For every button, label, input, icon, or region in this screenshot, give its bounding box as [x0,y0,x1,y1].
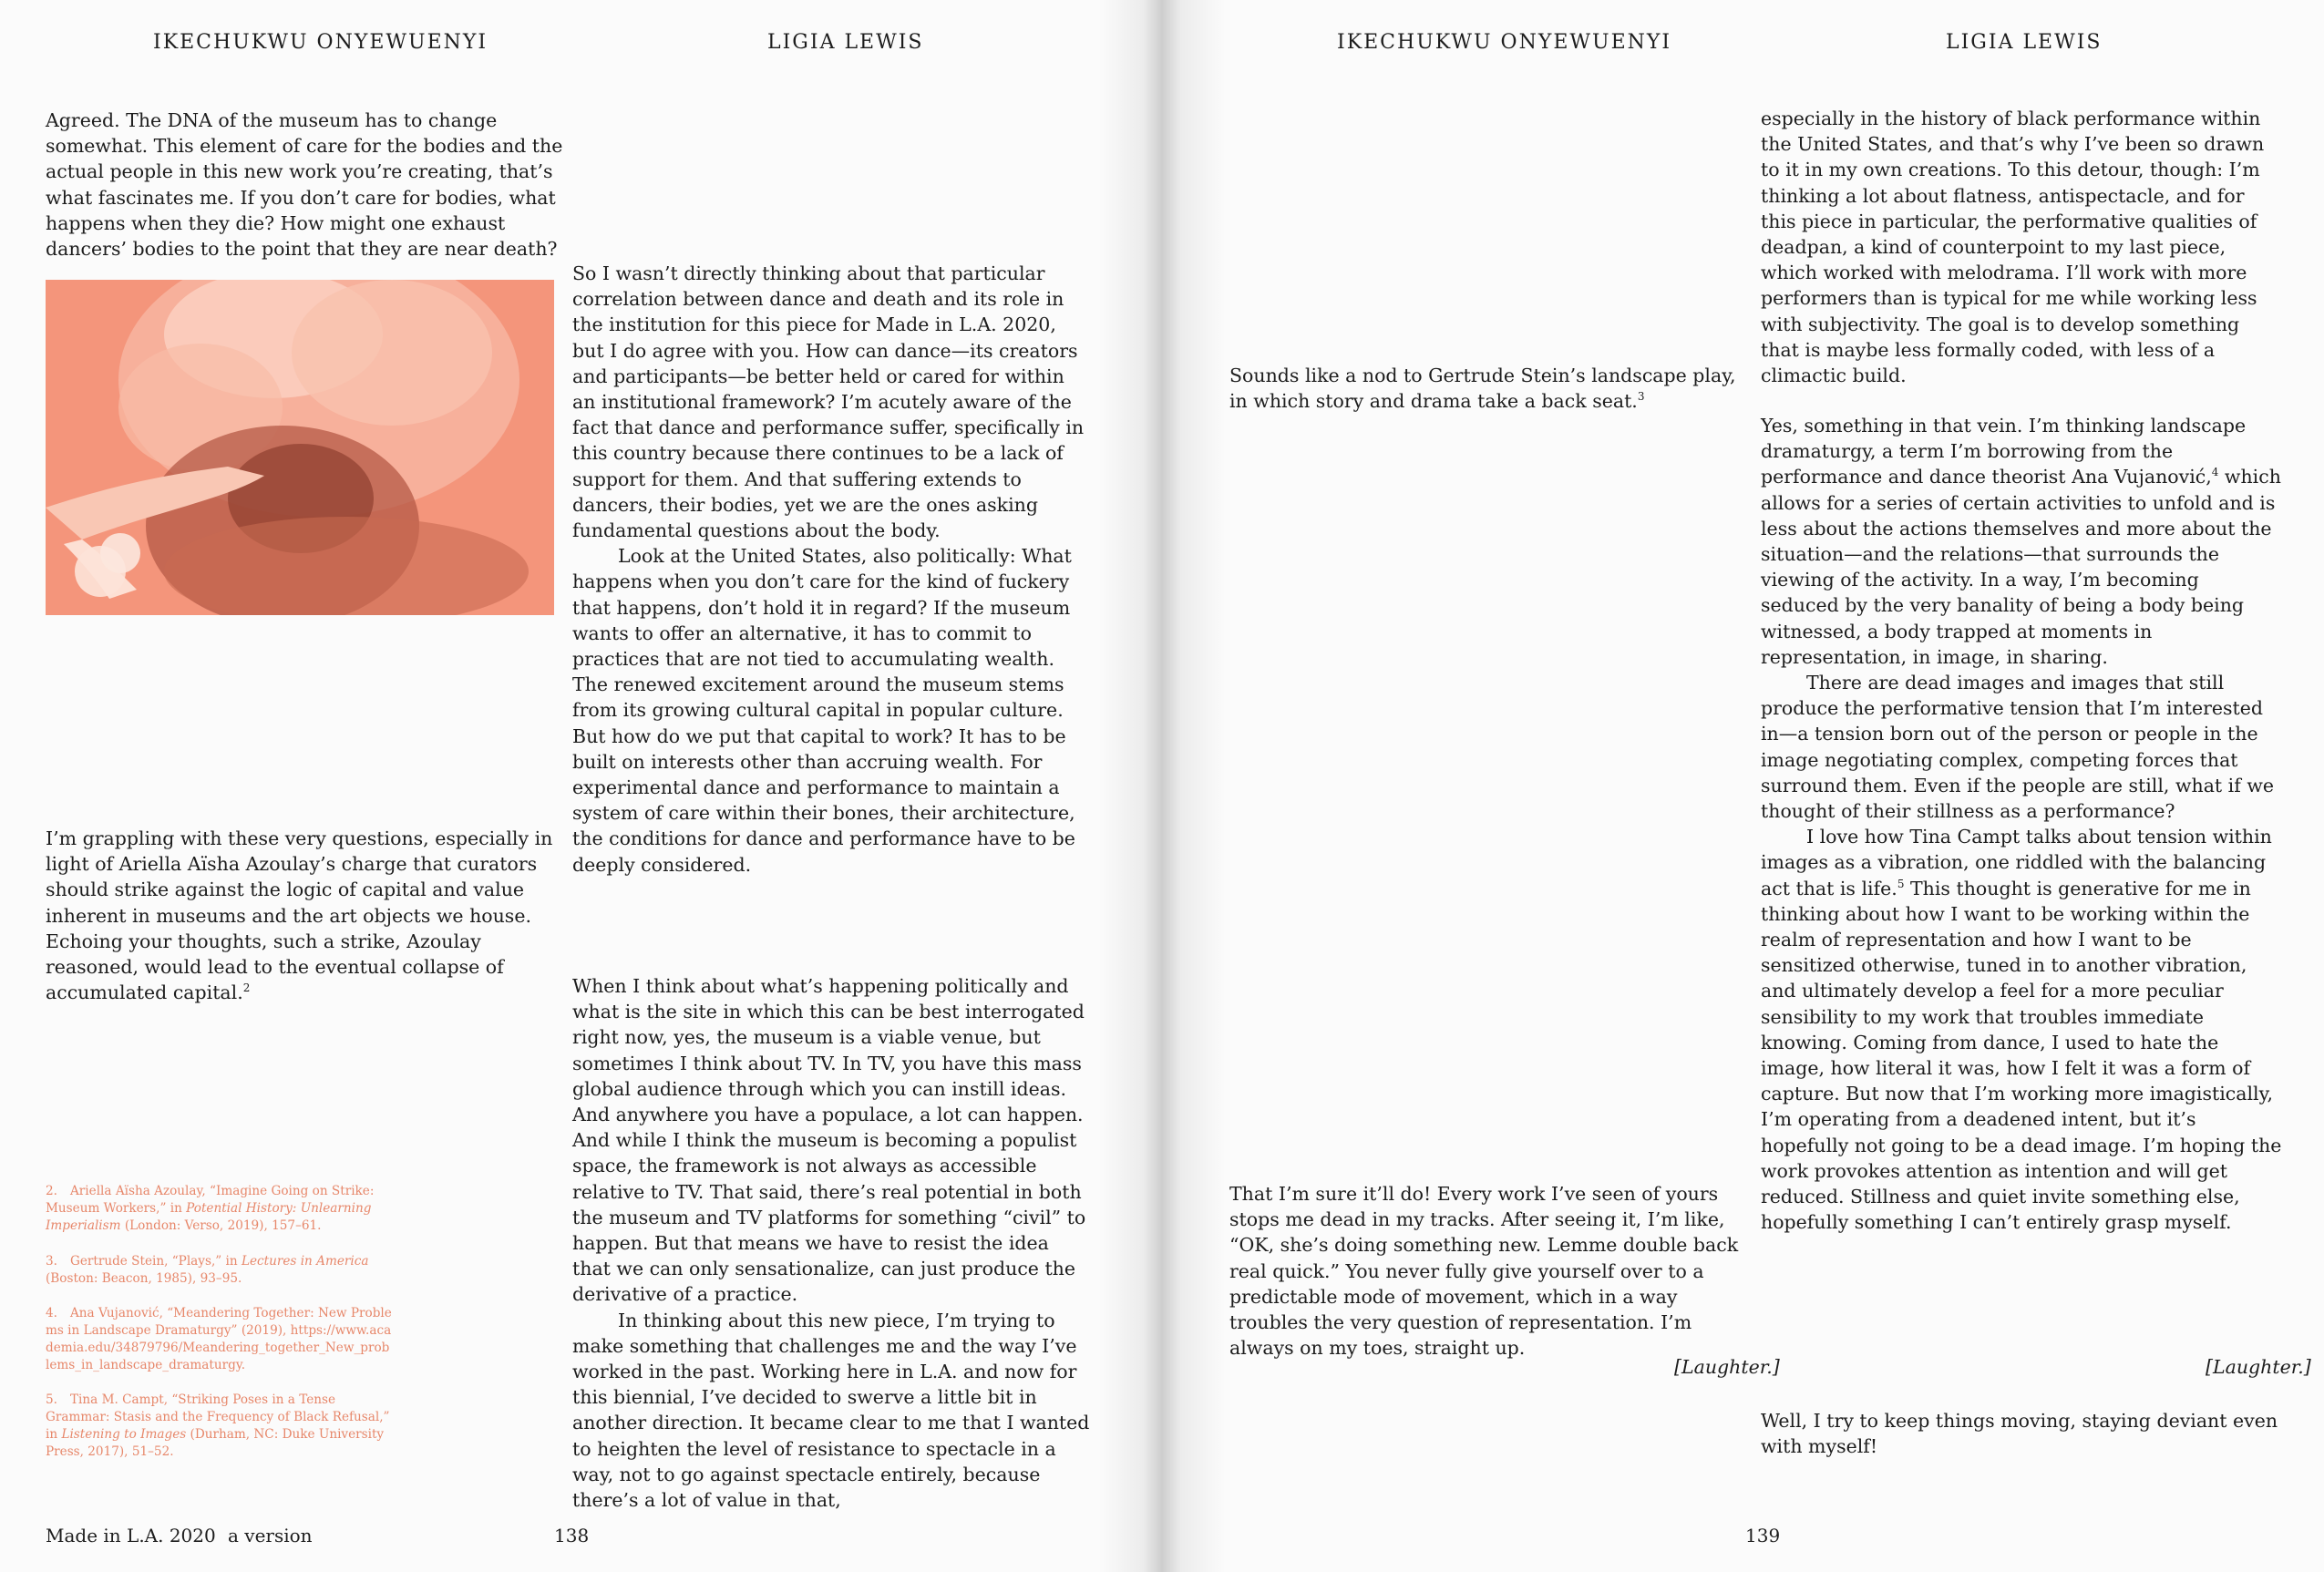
footnote-5 [46,1392,392,1461]
footnote-text: Tina M. Campt, “Striking Poses in a Tense Grammar: Stasis and the Frequency of Black Refusal,” in [46,1392,390,1442]
laughter-note-right: [Laughter.] [2206,1356,2311,1378]
header-artist: LIGIA LEWIS [767,31,924,54]
footnote-text: (London: Verso, 2019), 157–61. [120,1218,322,1233]
header-interviewer: IKECHUKWU ONYEWUENYI [1337,31,1672,54]
footnote-3 [46,1253,392,1288]
answer-body: Yes, something in that vein. I’m thinking landscape dramaturgy, a term I’m borrowing from the performance and dance theorist Ana Vujanović, [1761,415,2247,488]
right-page [1162,0,2324,1572]
answer-paragraph: So I wasn’t directly thinking about that particular correlation between dance and death and its role in the institution for this piece for Made in L.A. 2020, but I do agree with you. How can dance—its creators and participants—be better held or cared for within an institutional framework? I’m acutely aware of the fact that dance and performance suffer, specifically in this country because there continues to be a lack of support for them. And that suffering extends to dancers, their bodies, yet we are the ones asking fundamental questions about the body. [572,262,1085,542]
question-text: That I’m sure it’ll do! Every work I’ve seen of yours stops me dead in my tracks. After seeing it, I’m like, “OK, she’s doing something new. Lemme double back real quick.” You never fully give yourself over to a predictable mode of movement, which in a way troubles the very question of representation. I’m always on my toes, straight up. [1229,1183,1739,1360]
footnote-title: Lectures in America [241,1254,369,1269]
footnote-text: (Boston: Beacon, 1985), 93–95. [46,1271,242,1286]
page-number-left: 138 [554,1525,590,1546]
interviewer-question-2 [46,826,574,1005]
answer-paragraph [1761,824,2282,1235]
question-body: I’m grappling with these very questions, especially in light of Ariella Aïsha Azoulay’s charge that curators should strike against the logic of capital and value inherent in museums and the art objects we house. Echoing your thoughts, such a strike, Azoulay reasoned, would lead to the eventual collapse of accumulated capital. [46,827,553,1004]
interviewer-question-1 [46,108,565,262]
footnote-title: Listening to Images [61,1427,187,1442]
footnote-ref: 3 [1637,390,1645,404]
page-number-right: 139 [1745,1525,1781,1546]
spine-shadow-left [1098,0,1162,1572]
footnote-title: Potential History: Unlearning Imperialism [46,1201,372,1233]
answer-paragraph: Well, I try to keep things moving, staying deviant even with myself! [1761,1410,2278,1458]
answer-body: I love how Tina Campt talks about tension within images as a vibration, one riddled with the balancing act that is life. [1761,826,2272,899]
answer-paragraph: There are dead images and images that still produce the performative tension that I’m interested in—a tension born out of the person or people in the image negotiating complex, competing forces that surround them. Even if the people are still, what if we thought of their stillness as a performance? [1761,672,2275,823]
question-body: Sounds like a nod to Gertrude Stein’s landscape play, in which story and drama take a back seat. [1229,365,1736,413]
artist-answer-2 [572,973,1092,1513]
answer-body: which allows for a series of certain activities to unfold and is less about the actions themselves and more about the situation—and the relations—that surrounds the viewing of the activity. In a way, I’m becoming seduced by the very banality of being a body being witnessed, a body trapped at moments in representation, in image, in sharing. [1761,466,2281,668]
dancer-photo [46,280,554,615]
footnote-text: Ariella Aïsha Azoulay, “Imagine Going on Strike: Museum Workers,” in [46,1184,375,1216]
answer-paragraph: When I think about what’s happening politically and what is the site in which this can be best interrogated right now, yes, the museum is a viable venue, but sometimes I think about TV. In TV, you have this mass global audience through which you can instill ideas. And anywhere you have a populace, a lot can happen. And while I think the museum is becoming a populist space, the framework is not always as accessible relative to TV. That said, there’s real potential in both the museum and TV platforms for something “civil” to happen. But that means we have to resist the idea that we can only sensationalize, can just produce the derivative of a practice. [572,975,1086,1306]
footnote-number: 3. [46,1254,57,1269]
footnote-4 [46,1305,392,1374]
dancer-photo-image [46,280,554,615]
artist-answer-5 [1761,1408,2282,1459]
question-text [1229,363,1749,414]
answer-paragraph: especially in the history of black performance within the United States, and that’s why I’ve been so drawn to it in my own creations. To this detour, though: I’m thinking a lot about flatness, antispectacle, and for this piece in particular, the performative qualities of deadpan, a kind of counterpoint to my last piece, which worked with melodrama. I’ll work with more performers than is typical for me while working less with subjectivity. The goal is to develop something that is maybe less formally coded, with less of a climactic build. [1761,108,2265,387]
header-interviewer: IKECHUKWU ONYEWUENYI [153,31,488,54]
question-text: Agreed. The DNA of the museum has to change somewhat. This element of care for the bodies and the actual people in this new work you’re creating, that’s what fascinates me. If you don’t care for bodies, what happens when they die? How might one exhaust dancers’ bodies to the point that they are near death? [46,109,563,261]
interviewer-question-4 [1229,1181,1749,1361]
footer-subtitle: a version [228,1525,313,1546]
footnote-2 [46,1183,392,1235]
footnote-text: (Durham, NC: Duke University Press, 2017), 51–52. [46,1427,385,1459]
answer-body: This thought is generative for me in thinking about how I want to be working within the realm of representation and how I want to be sensitized otherwise, tuned in to another vibration, and ultimately develop a feel for a more peculiar sensibility to my work that troubles immediate knowing. Coming from dance, I used to hate the image, how literal it was, how I felt it was a form of capture. But now that I’m working more imagistically, I’m operating from a deadened intent, but it’s hopefully not going to be a dead image. I’m hoping the work provokes attention as intention and will get reduced. Stillness and quiet invite something else, hopefully something I can’t entirely grasp myself. [1761,877,2282,1234]
answer-paragraph [1761,413,2282,670]
footnote-number: 4. [46,1306,57,1320]
footer-book-title: Made in L.A. 2020 [46,1525,216,1546]
question-text [46,826,574,1005]
artist-answer-3 [1761,106,2282,388]
header-artist: LIGIA LEWIS [1946,31,2103,54]
laughter-note-left: [Laughter.] [1674,1356,1780,1378]
answer-paragraph: In thinking about this new piece, I’m trying to make something that challenges me and the way I’ve worked in the past. Working here in L.A. and now for this biennial, I’ve decided to swerve a little bit in another direction. It became clear to me that I wanted to heighten the level of resistance to spectacle in a way, not to go against spectacle entirely, because there’s a lot of value in that, [572,1309,1090,1512]
footnote-text: Ana Vujanović, “Meandering Together: New Problems in Landscape Dramaturgy” (2019), https://www.academia.edu/34879796/Meandering_together_New_problems_in_landscape_dramaturgy. [46,1306,392,1372]
artist-answer-4 [1761,413,2282,1236]
spine-shadow-right [1162,0,1226,1572]
footnote-text: Gertrude Stein, “Plays,” in [69,1254,242,1269]
footnote-number: 2. [46,1184,57,1198]
footnote-ref: 5 [1897,877,1905,890]
answer-paragraph: Look at the United States, also politically: What happens when you don’t care for the kind of fuckery that happens, don’t hold it in regard? If the museum wants to offer an alternative, it has to commit to practices that are not tied to accumulating wealth. The renewed excitement around the museum stems from its growing cultural capital in popular culture. But how do we put that capital to work? It has to be built on interests other than accruing wealth. For experimental dance and performance to maintain a system of care within their bones, their architecture, the conditions for dance and performance have to be deeply considered. [572,545,1075,876]
artist-answer-1 [572,261,1092,878]
footnote-ref: 2 [242,981,251,995]
footnote-ref: 4 [2211,466,2219,479]
interviewer-question-3 [1229,363,1749,414]
footnote-number: 5. [46,1392,57,1407]
